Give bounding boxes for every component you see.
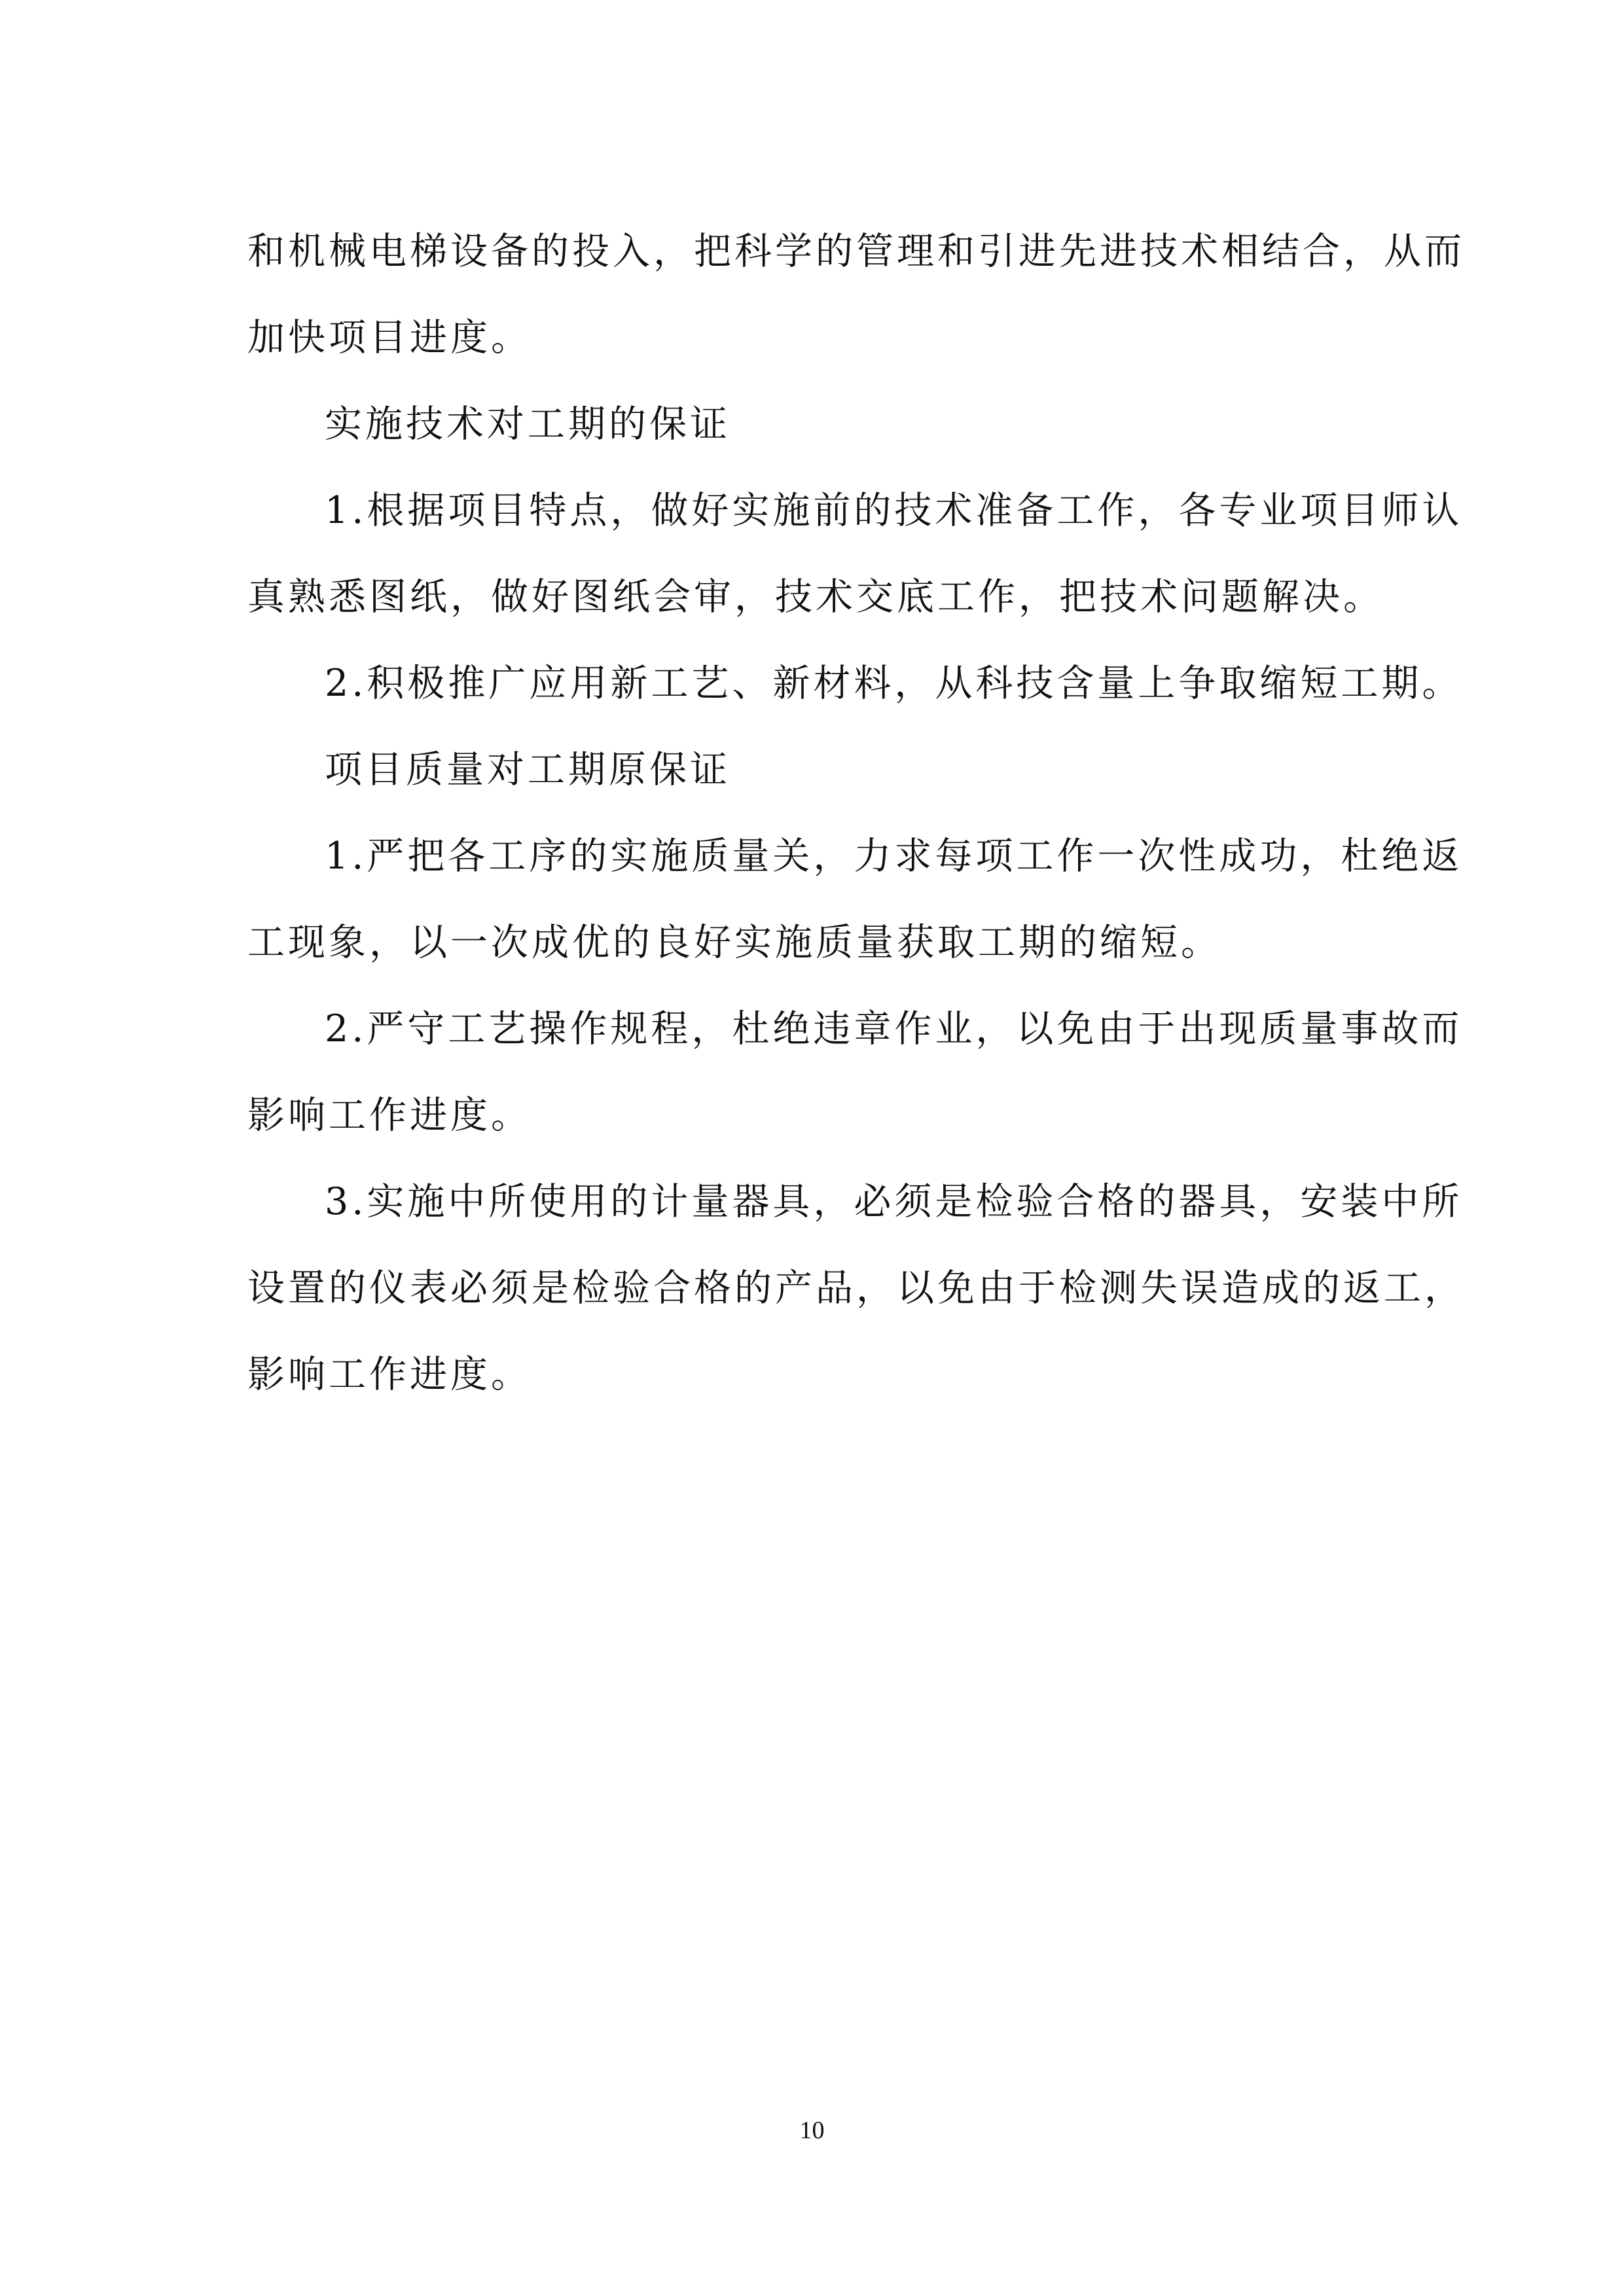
text-line: 加快项目进度。 [247, 316, 532, 359]
text-line: 1.根据项目特点，做好实施前的技术准备工作，各专业项目师认 [325, 489, 1463, 532]
section-heading: 实施技术对工期的保证 [325, 403, 731, 446]
text-line: 2.严守工艺操作规程，杜绝违章作业，以免由于出现质量事故而 [325, 1007, 1463, 1050]
text-line: 工现象，以一次成优的良好实施质量获取工期的缩短。 [247, 921, 1221, 964]
text-line: 3.实施中所使用的计量器具，必须是检验合格的器具，安装中所 [325, 1180, 1463, 1223]
body-text [247, 208, 1465, 1418]
page-number: 10 [799, 2117, 825, 2144]
text-line: 2.积极推广应用新工艺、新材料，从科技含量上争取缩短工期。 [325, 662, 1463, 705]
text-line: 设置的仪表必须是检验合格的产品，以免由于检测失误造成的返工， [247, 1266, 1465, 1310]
text-line: 真熟悉图纸，做好图纸会审，技术交底工作，把技术问题解决。 [247, 575, 1384, 619]
text-line: 1.严把各工序的实施质量关，力求每项工作一次性成功，杜绝返 [325, 834, 1463, 878]
section-heading: 项目质量对工期原保证 [325, 748, 731, 791]
text-line: 影响工作进度。 [247, 1094, 532, 1137]
text-line: 影响工作进度。 [247, 1353, 532, 1396]
text-line: 和机械电梯设备的投入，把科学的管理和引进先进技术相结合，从而 [247, 230, 1465, 273]
